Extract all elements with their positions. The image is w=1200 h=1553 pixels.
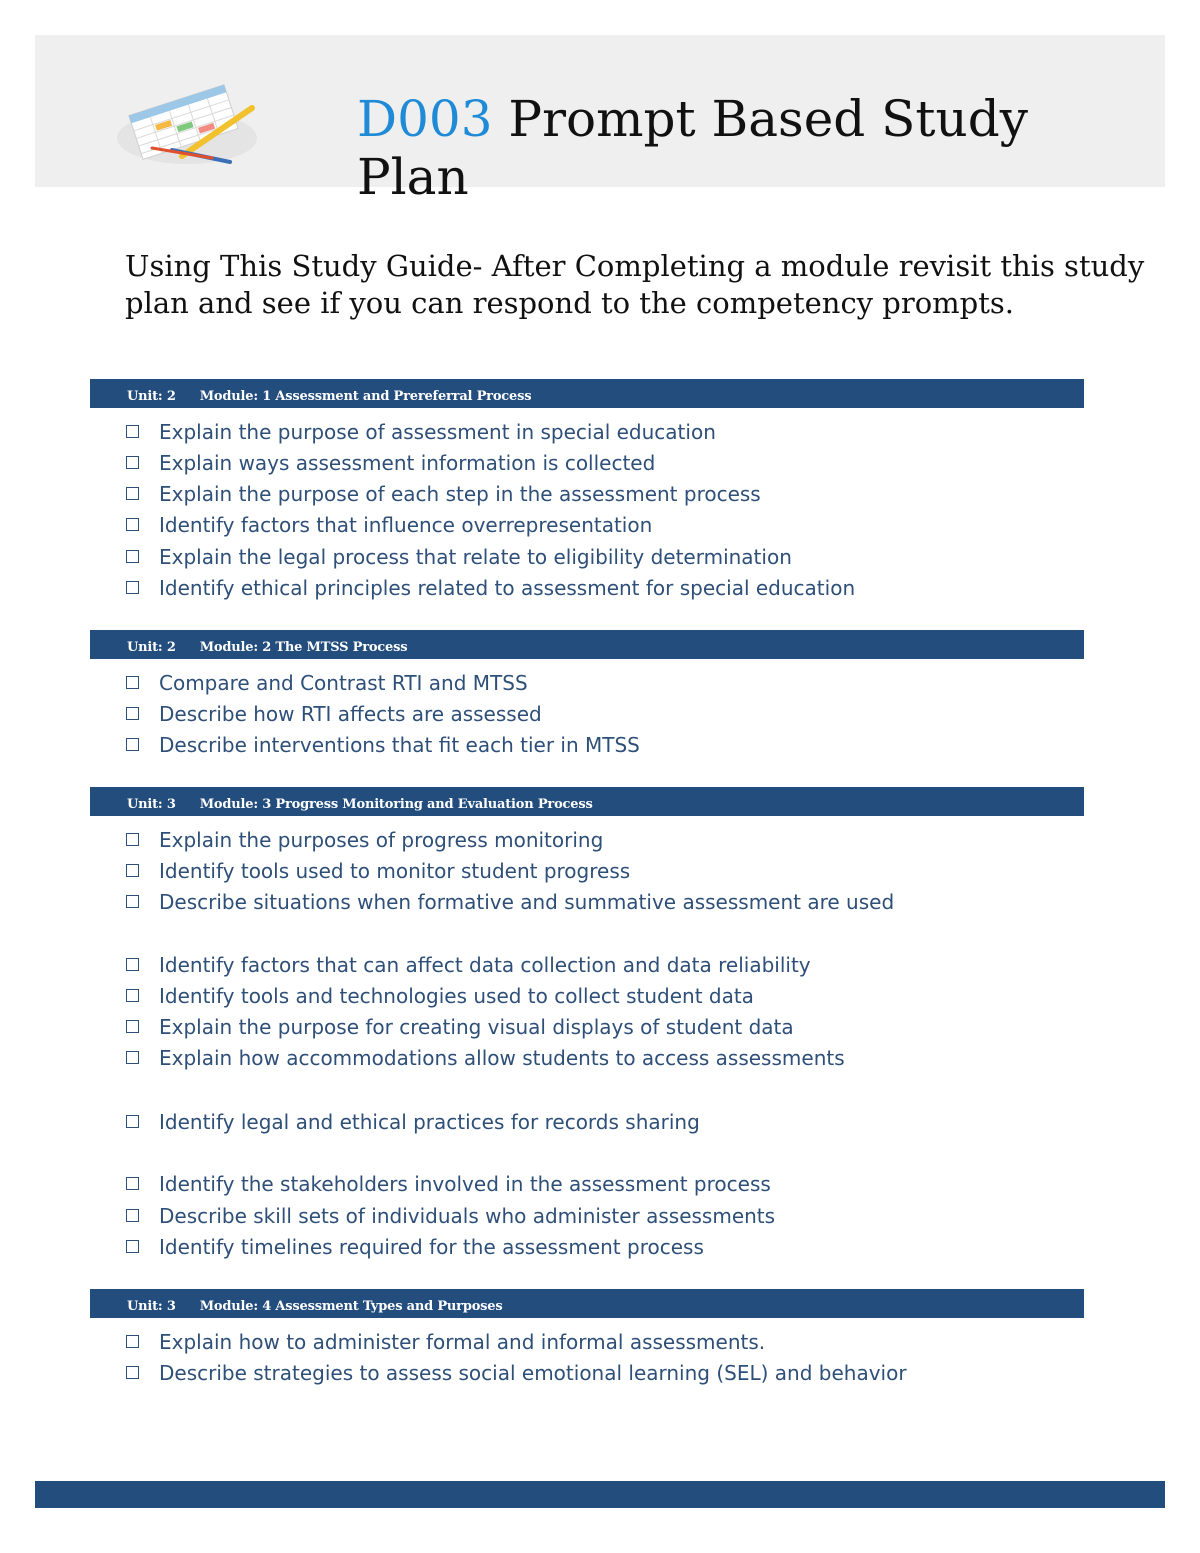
checkbox[interactable] bbox=[126, 1177, 139, 1190]
checklist-item[interactable]: Identify factors that can affect data collection and data reliability bbox=[126, 951, 811, 979]
checklist-item[interactable]: Describe strategies to assess social emotional learning (SEL) and behavior bbox=[126, 1359, 907, 1387]
checkbox[interactable] bbox=[126, 550, 139, 563]
checklist-item[interactable]: Explain the purpose for creating visual displays of student data bbox=[126, 1013, 794, 1041]
checklist-item[interactable]: Explain ways assessment information is collected bbox=[126, 449, 655, 477]
checklist-item[interactable]: Explain how to administer formal and informal assessments. bbox=[126, 1328, 765, 1356]
checkbox[interactable] bbox=[126, 456, 139, 469]
module-label: Module: 1 Assessment and Prereferral Process bbox=[199, 389, 532, 404]
unit-label: Unit: 2 bbox=[127, 640, 176, 655]
checkbox[interactable] bbox=[126, 1051, 139, 1064]
checklist-item[interactable]: Identify factors that influence overrepresentation bbox=[126, 511, 652, 539]
checklist-item[interactable]: Explain the purposes of progress monitoring bbox=[126, 826, 603, 854]
checkbox[interactable] bbox=[126, 864, 139, 877]
checkbox[interactable] bbox=[126, 676, 139, 689]
checkbox[interactable] bbox=[126, 425, 139, 438]
checklist-item[interactable]: Explain how accommodations allow students to access assessments bbox=[126, 1044, 845, 1072]
checkbox[interactable] bbox=[126, 1115, 139, 1128]
checkbox[interactable] bbox=[126, 487, 139, 500]
checkbox[interactable] bbox=[126, 895, 139, 908]
checklist-item[interactable]: Identify the stakeholders involved in the assessment process bbox=[126, 1170, 771, 1198]
checkbox[interactable] bbox=[126, 581, 139, 594]
checklist-item[interactable]: Identify legal and ethical practices for records sharing bbox=[126, 1108, 700, 1136]
intro-text: Using This Study Guide- After Completing a module revisit this study plan and see if you can respond to the competency prompts. bbox=[125, 249, 1145, 320]
checkbox[interactable] bbox=[126, 958, 139, 971]
checklist-item[interactable]: Explain the legal process that relate to eligibility determination bbox=[126, 543, 792, 571]
checkbox[interactable] bbox=[126, 1366, 139, 1379]
unit-label: Unit: 3 bbox=[127, 797, 176, 812]
checkbox[interactable] bbox=[126, 738, 139, 751]
unit-module-bar bbox=[90, 379, 1084, 408]
checklist-item[interactable]: Compare and Contrast RTI and MTSS bbox=[126, 669, 528, 697]
unit-module-bar bbox=[90, 1289, 1084, 1318]
unit-label: Unit: 3 bbox=[127, 1299, 176, 1314]
checkbox[interactable] bbox=[126, 1020, 139, 1033]
checklist-item[interactable]: Identify tools used to monitor student progress bbox=[126, 857, 630, 885]
checkbox[interactable] bbox=[126, 707, 139, 720]
page-title bbox=[357, 90, 1147, 206]
checklist-item[interactable]: Identify ethical principles related to assessment for special education bbox=[126, 574, 855, 602]
checklist-item[interactable]: Identify tools and technologies used to collect student data bbox=[126, 982, 754, 1010]
unit-label: Unit: 2 bbox=[127, 389, 176, 404]
study-plan-illustration bbox=[112, 78, 262, 168]
checklist-item[interactable]: Describe how RTI affects are assessed bbox=[126, 700, 542, 728]
checkbox[interactable] bbox=[126, 833, 139, 846]
module-label: Module: 4 Assessment Types and Purposes bbox=[199, 1299, 503, 1314]
unit-module-bar bbox=[90, 787, 1084, 816]
unit-module-bar bbox=[90, 630, 1084, 659]
checklist-item[interactable]: Identify timelines required for the assessment process bbox=[126, 1233, 704, 1261]
checkbox[interactable] bbox=[126, 518, 139, 531]
title-text: Prompt Based Study Plan bbox=[357, 90, 1028, 206]
checklist-item[interactable]: Explain the purpose of assessment in special education bbox=[126, 418, 716, 446]
checklist-item[interactable]: Describe interventions that fit each tier in MTSS bbox=[126, 731, 640, 759]
checkbox[interactable] bbox=[126, 1335, 139, 1348]
checkbox[interactable] bbox=[126, 1240, 139, 1253]
checkbox[interactable] bbox=[126, 1209, 139, 1222]
checklist-item[interactable]: Describe situations when formative and summative assessment are used bbox=[126, 888, 894, 916]
module-label: Module: 3 Progress Monitoring and Evaluation Process bbox=[199, 797, 593, 812]
checklist-item[interactable]: Describe skill sets of individuals who administer assessments bbox=[126, 1202, 775, 1230]
checkbox[interactable] bbox=[126, 989, 139, 1002]
checklist-item[interactable]: Explain the purpose of each step in the assessment process bbox=[126, 480, 761, 508]
footer-bar bbox=[35, 1481, 1165, 1508]
course-code: D003 bbox=[357, 90, 493, 148]
module-label: Module: 2 The MTSS Process bbox=[199, 640, 408, 655]
